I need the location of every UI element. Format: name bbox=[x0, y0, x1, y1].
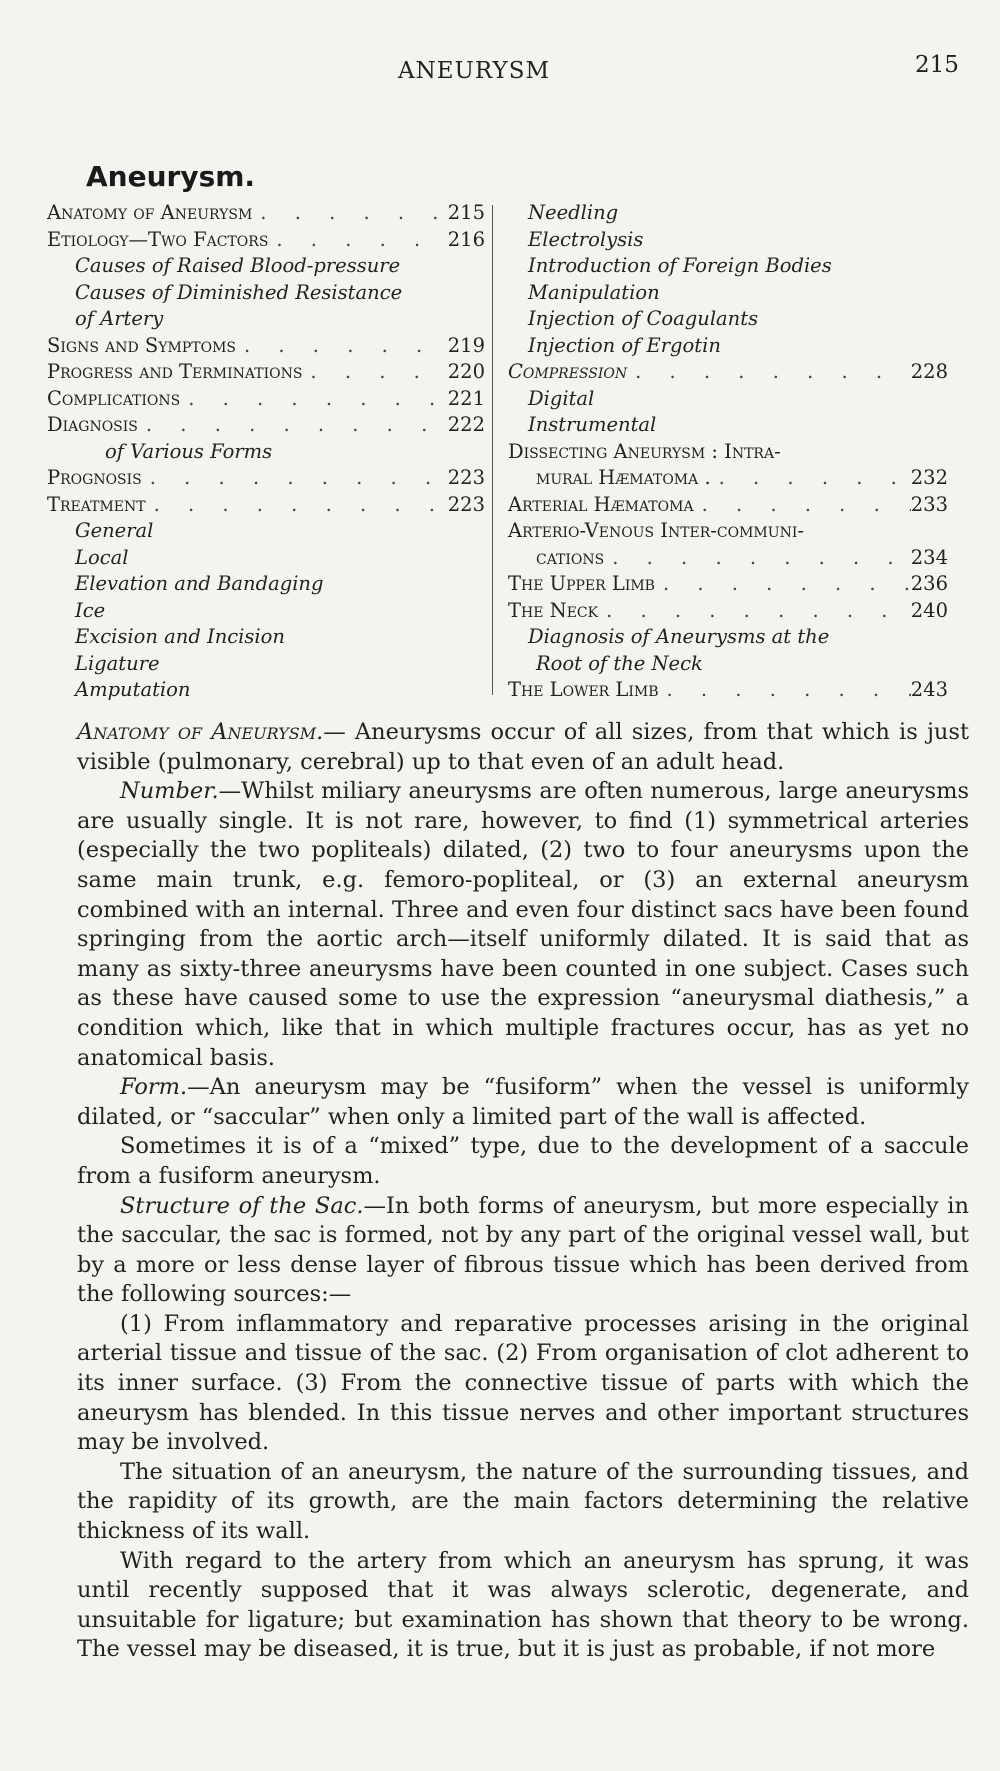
toc-page-number: 232 bbox=[910, 466, 948, 489]
paragraph-text: —An aneurysm may be “fusiform” when the vessel is uniformly dilated, or “saccular” when only a limited part of the wall is affected. bbox=[77, 1074, 969, 1130]
toc-row bbox=[508, 306, 948, 333]
paragraph-text: —Whilst miliary aneurysms are often numerous, large aneurysms are usually single. It is not rare, however, to find (1) symmetrical arteries (especially the two popliteals) dilated, (2) two to four aneurysms upon the same main trunk, e.g. femoro-popliteal, or (3) an external aneurysm combined with an internal. Three and even four distinct sacs have been found springing from the aortic arch—itself uniformly dilated. It is said that as many as sixty-three aneurysms have been counted in one subject. Cases such as these have caused some to use the expression “aneurysmal diathesis,” a condition which, like that in which multiple fractures occur, has as yet no anatomical basis. bbox=[77, 778, 969, 1071]
toc-label: Injection of Coagulants bbox=[528, 307, 759, 330]
toc-label: Etiology—Two Factors bbox=[47, 227, 269, 251]
toc-label: Excision and Incision bbox=[75, 625, 285, 648]
toc-row bbox=[508, 439, 948, 466]
toc-label: Compression bbox=[508, 360, 628, 383]
paragraph-form bbox=[77, 1073, 969, 1132]
toc-row bbox=[47, 253, 485, 280]
toc-row bbox=[47, 280, 485, 307]
paragraph-anatomy bbox=[77, 718, 969, 777]
toc-label: Amputation bbox=[75, 678, 191, 701]
toc-row bbox=[508, 227, 948, 254]
toc-label: Digital bbox=[528, 386, 595, 410]
toc-row bbox=[508, 624, 948, 651]
paragraph-artery: With regard to the artery from which an aneurysm has sprung, it was until recently supposed that it was always sclerotic, degenerate, and unsuitable for ligature; but examination has shown that theory to be wrong. The vessel may be diseased, it is true, but it is just as probable, if not more bbox=[77, 1547, 969, 1663]
toc-leader bbox=[604, 545, 911, 572]
toc-row bbox=[47, 359, 485, 386]
toc-label: Anatomy of Aneurysm bbox=[47, 201, 253, 224]
toc-label: Treatment bbox=[47, 492, 146, 516]
toc-column-divider bbox=[492, 205, 493, 695]
toc-left-column bbox=[47, 200, 485, 704]
toc-row bbox=[47, 624, 485, 651]
toc-row bbox=[47, 545, 485, 572]
toc-label: Complications bbox=[47, 386, 181, 410]
toc-leader bbox=[146, 492, 448, 519]
toc-label: Elevation and Bandaging bbox=[75, 572, 324, 595]
toc-label: Arterial Hæmatoma bbox=[508, 492, 694, 516]
toc-label: Electrolysis bbox=[528, 227, 644, 251]
toc-label: Local bbox=[75, 545, 129, 569]
toc-right-column bbox=[508, 200, 948, 704]
section-heading: Aneurysm. bbox=[86, 160, 256, 193]
toc-row bbox=[47, 333, 485, 360]
toc-label: Needling bbox=[528, 201, 619, 224]
paragraph-text: — Aneurysms occur of all sizes, from that which is just visible (pulmonary, cerebral) up to that even of an adult head. bbox=[77, 719, 970, 775]
toc-row bbox=[508, 518, 948, 545]
toc-row bbox=[47, 492, 485, 519]
toc-leader bbox=[236, 333, 448, 360]
toc-page-number: 233 bbox=[910, 492, 948, 516]
toc-label: Causes of Diminished Resistance bbox=[75, 280, 403, 304]
toc-row bbox=[47, 571, 485, 598]
toc-label: Prognosis bbox=[47, 466, 142, 489]
toc-label: cations bbox=[536, 545, 605, 569]
toc-label: Injection of Ergotin bbox=[528, 333, 721, 357]
toc-label: of Various Forms bbox=[105, 439, 273, 463]
paragraph-sources: (1) From inflammatory and reparative processes arising in the original arterial tissue and tissue of the sac. (2) From organisation of clot adherent to its inner surface. (3) From the connective tissue of parts with which the aneurysm has blended. In this tissue nerves and other important structures may be involved. bbox=[77, 1310, 969, 1456]
toc-row bbox=[508, 492, 948, 519]
toc-row bbox=[47, 227, 485, 254]
toc-leader bbox=[711, 465, 911, 492]
toc-page-number: 219 bbox=[447, 333, 485, 357]
toc-row bbox=[47, 598, 485, 625]
toc-page-number: 228 bbox=[910, 360, 948, 383]
toc-label: Progress and Terminations bbox=[47, 360, 303, 383]
paragraph-situation: The situation of an aneurysm, the nature of the surrounding tissues, and the rapidity of its growth, are the main factors determining the relative thickness of its wall. bbox=[77, 1458, 969, 1545]
toc-leader bbox=[268, 227, 447, 254]
body-text bbox=[77, 718, 969, 1665]
toc-label: of Artery bbox=[75, 307, 164, 330]
paragraph-head: Structure of the Sac. bbox=[120, 1192, 364, 1219]
toc-label: The Lower Limb bbox=[508, 678, 659, 701]
toc-page-number: 220 bbox=[447, 360, 485, 383]
toc-row bbox=[508, 412, 948, 439]
toc-label: Introduction of Foreign Bodies bbox=[528, 254, 832, 277]
toc-row bbox=[47, 412, 485, 439]
toc-page-number: 243 bbox=[910, 678, 948, 701]
toc-row bbox=[508, 200, 948, 227]
toc-page-number: 223 bbox=[447, 492, 485, 516]
toc-row bbox=[47, 439, 485, 466]
toc-page-number: 223 bbox=[447, 466, 485, 489]
toc-row bbox=[47, 465, 485, 492]
toc-label: The Neck bbox=[508, 598, 599, 622]
paragraph-structure bbox=[77, 1192, 969, 1310]
toc-page-number: 215 bbox=[447, 201, 485, 224]
toc-row bbox=[47, 386, 485, 413]
toc-leader bbox=[627, 359, 911, 386]
toc-label: Instrumental bbox=[528, 413, 657, 436]
toc-leader bbox=[598, 598, 911, 625]
toc-label: Manipulation bbox=[528, 280, 660, 304]
toc-label: mural Hæmatoma . bbox=[536, 466, 711, 489]
toc-label: Dissecting Aneurysm : Intra- bbox=[508, 439, 781, 463]
page-number: 215 bbox=[915, 52, 959, 78]
toc-row bbox=[508, 253, 948, 280]
toc-leader bbox=[659, 677, 911, 704]
toc-label: Ligature bbox=[75, 651, 160, 675]
toc-label: Ice bbox=[75, 598, 106, 622]
toc-leader bbox=[302, 359, 447, 386]
toc-page-number: 221 bbox=[447, 386, 485, 410]
paragraph-number bbox=[77, 777, 969, 1073]
toc-row bbox=[47, 200, 485, 227]
toc-page-number: 222 bbox=[447, 413, 485, 436]
toc-row bbox=[508, 677, 948, 704]
toc-leader bbox=[694, 492, 911, 519]
toc-label: Diagnosis of Aneurysms at the bbox=[528, 625, 830, 648]
toc-label: General bbox=[75, 519, 154, 542]
toc-leader bbox=[252, 200, 447, 227]
toc-row bbox=[47, 306, 485, 333]
toc-row bbox=[508, 333, 948, 360]
toc-row bbox=[508, 465, 948, 492]
toc-page-number: 234 bbox=[910, 545, 948, 569]
toc-row bbox=[508, 280, 948, 307]
toc-leader bbox=[142, 465, 448, 492]
toc-label: Causes of Raised Blood-pressure bbox=[75, 254, 401, 277]
toc-row bbox=[508, 359, 948, 386]
toc-row bbox=[47, 677, 485, 704]
toc-label: The Upper Limb bbox=[508, 572, 655, 595]
toc-row bbox=[47, 518, 485, 545]
toc-row bbox=[508, 598, 948, 625]
toc-leader bbox=[180, 386, 448, 413]
toc-row bbox=[508, 545, 948, 572]
toc-label: Diagnosis bbox=[47, 413, 138, 436]
running-head bbox=[0, 52, 1000, 88]
toc-page-number: 240 bbox=[910, 598, 948, 622]
toc-label: Root of the Neck bbox=[536, 651, 703, 675]
toc-row bbox=[508, 571, 948, 598]
toc-row bbox=[508, 386, 948, 413]
paragraph-head: Number. bbox=[120, 778, 219, 805]
toc-page-number: 236 bbox=[910, 572, 948, 595]
toc-row bbox=[508, 651, 948, 678]
toc-page-number: 216 bbox=[447, 227, 485, 251]
toc-label: Arterio-Venous Inter-communi- bbox=[508, 519, 804, 542]
toc-leader bbox=[138, 412, 448, 439]
toc-leader bbox=[655, 571, 911, 598]
running-title: ANEURYSM bbox=[398, 58, 551, 84]
toc-label: Signs and Symptoms bbox=[47, 333, 236, 357]
toc-row bbox=[47, 651, 485, 678]
paragraph-mixed-type: Sometimes it is of a “mixed” type, due to the development of a saccule from a fusiform aneurysm. bbox=[77, 1133, 969, 1189]
paragraph-text: —In both forms of aneurysm, but more especially in the saccular, the sac is formed, not by any part of the original vessel wall, but by a more or less dense layer of fibrous tissue which has been derived from the following sources:— bbox=[77, 1192, 969, 1308]
paragraph-head: Anatomy of Aneurysm. bbox=[77, 719, 324, 745]
paragraph-head: Form. bbox=[120, 1074, 188, 1101]
